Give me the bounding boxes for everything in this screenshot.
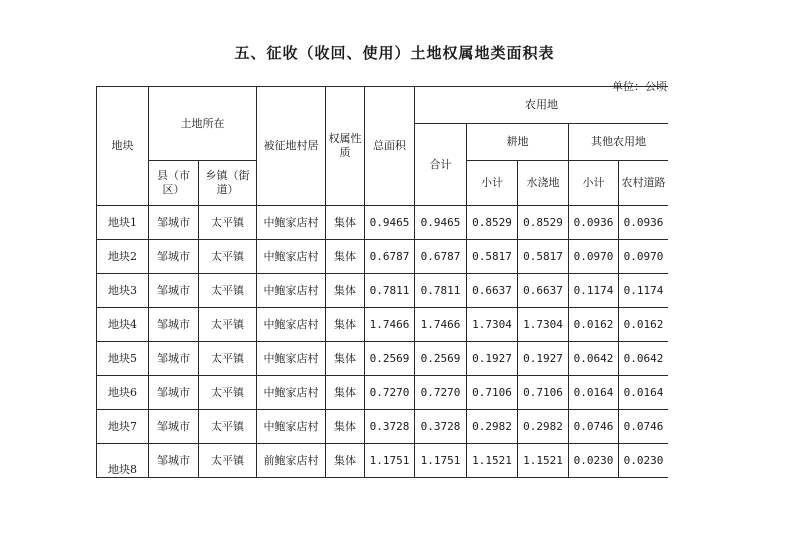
cell-county: 邹城市 (149, 206, 199, 240)
cell-cultivated-subtotal: 0.1927 (467, 342, 518, 376)
table-row (97, 240, 669, 274)
cell-ownership: 集体 (326, 240, 365, 274)
table-row (97, 308, 669, 342)
cell-irrigated: 0.1927 (518, 342, 569, 376)
cell-ownership: 集体 (326, 206, 365, 240)
cell-county: 邹城市 (149, 240, 199, 274)
cell-rural-road: 0.0230 (619, 444, 669, 478)
land-area-table-sheet (96, 86, 668, 486)
cell-irrigated: 0.6637 (518, 274, 569, 308)
cell-other-subtotal: 0.0746 (569, 410, 619, 444)
cell-other-subtotal: 0.0164 (569, 376, 619, 410)
cell-ownership: 集体 (326, 444, 365, 478)
header-village: 被征地村居 (257, 87, 326, 206)
cell-rural-road: 0.0164 (619, 376, 669, 410)
cell-agri-total: 0.3728 (415, 410, 467, 444)
cell-irrigated: 1.1521 (518, 444, 569, 478)
cell-irrigated: 1.7304 (518, 308, 569, 342)
cell-village: 中鲍家店村 (257, 410, 326, 444)
cell-parcel: 地块7 (97, 410, 149, 444)
cell-town: 太平镇 (199, 376, 257, 410)
cell-agri-total: 0.7270 (415, 376, 467, 410)
cell-town: 太平镇 (199, 342, 257, 376)
cell-town: 太平镇 (199, 444, 257, 478)
cell-total-area: 0.9465 (365, 206, 415, 240)
cell-agri-total: 0.6787 (415, 240, 467, 274)
cell-village: 中鲍家店村 (257, 376, 326, 410)
header-town: 乡镇（街道） (199, 161, 257, 206)
header-parcel: 地块 (97, 87, 149, 206)
header-county: 县（市区） (149, 161, 199, 206)
cell-town: 太平镇 (199, 206, 257, 240)
cell-ownership: 集体 (326, 376, 365, 410)
cell-rural-road: 0.0746 (619, 410, 669, 444)
cell-rural-road: 0.0970 (619, 240, 669, 274)
cell-cultivated-subtotal: 0.2982 (467, 410, 518, 444)
cell-rural-road: 0.0162 (619, 308, 669, 342)
cell-town: 太平镇 (199, 240, 257, 274)
cell-total-area: 0.7270 (365, 376, 415, 410)
cell-total-area: 0.3728 (365, 410, 415, 444)
header-agri-total: 合计 (415, 124, 467, 206)
cell-town: 太平镇 (199, 308, 257, 342)
cell-parcel: 地块8 (97, 444, 149, 478)
table-row (97, 274, 669, 308)
cell-county: 邹城市 (149, 376, 199, 410)
header-irrigated: 水浇地 (518, 161, 569, 206)
cell-agri-total: 0.7811 (415, 274, 467, 308)
cell-cultivated-subtotal: 0.6637 (467, 274, 518, 308)
cell-ownership: 集体 (326, 410, 365, 444)
cell-cultivated-subtotal: 0.8529 (467, 206, 518, 240)
cell-other-subtotal: 0.0970 (569, 240, 619, 274)
cell-irrigated: 0.2982 (518, 410, 569, 444)
cell-village: 中鲍家店村 (257, 342, 326, 376)
cell-parcel: 地块4 (97, 308, 149, 342)
cell-total-area: 0.2569 (365, 342, 415, 376)
cell-town: 太平镇 (199, 274, 257, 308)
cell-village: 前鲍家店村 (257, 444, 326, 478)
cell-agri-total: 0.2569 (415, 342, 467, 376)
header-location: 土地所在 (149, 87, 257, 161)
cell-other-subtotal: 0.0230 (569, 444, 619, 478)
cell-ownership: 集体 (326, 308, 365, 342)
header-cultivated: 耕地 (467, 124, 569, 161)
cell-parcel: 地块5 (97, 342, 149, 376)
cell-rural-road: 0.0642 (619, 342, 669, 376)
header-other-subtotal: 小计 (569, 161, 619, 206)
cell-cultivated-subtotal: 0.5817 (467, 240, 518, 274)
cell-village: 中鲍家店村 (257, 240, 326, 274)
cell-irrigated: 0.7106 (518, 376, 569, 410)
cell-town: 太平镇 (199, 410, 257, 444)
header-ownership: 权属性质 (326, 87, 365, 206)
cell-cultivated-subtotal: 0.7106 (467, 376, 518, 410)
table-row (97, 410, 669, 444)
cell-other-subtotal: 0.0642 (569, 342, 619, 376)
cell-other-subtotal: 0.0936 (569, 206, 619, 240)
cell-rural-road: 0.0936 (619, 206, 669, 240)
table-title: 五、征收（收回、使用）土地权属地类面积表 (234, 44, 555, 62)
cell-parcel: 地块1 (97, 206, 149, 240)
cell-parcel: 地块6 (97, 376, 149, 410)
cell-agri-total: 1.7466 (415, 308, 467, 342)
cell-irrigated: 0.8529 (518, 206, 569, 240)
cell-other-subtotal: 0.1174 (569, 274, 619, 308)
unit-label: 单位：公顷 (612, 80, 667, 93)
cell-county: 邹城市 (149, 274, 199, 308)
cell-county: 邹城市 (149, 444, 199, 478)
header-cultivated-subtotal: 小计 (467, 161, 518, 206)
cell-agri-total: 1.1751 (415, 444, 467, 478)
cell-ownership: 集体 (326, 274, 365, 308)
table-row (97, 206, 669, 240)
cell-parcel: 地块3 (97, 274, 149, 308)
header-other-agri: 其他农用地 (569, 124, 669, 161)
cell-county: 邹城市 (149, 308, 199, 342)
cell-rural-road: 0.1174 (619, 274, 669, 308)
cell-agri-total: 0.9465 (415, 206, 467, 240)
cell-village: 中鲍家店村 (257, 206, 326, 240)
cell-total-area: 1.1751 (365, 444, 415, 478)
table-row (97, 376, 669, 410)
header-agricultural-land: 农用地 (415, 87, 669, 124)
cell-total-area: 0.6787 (365, 240, 415, 274)
table-row (97, 444, 669, 478)
cell-cultivated-subtotal: 1.7304 (467, 308, 518, 342)
cell-county: 邹城市 (149, 410, 199, 444)
cell-parcel: 地块2 (97, 240, 149, 274)
land-area-table (96, 86, 668, 478)
header-rural-road: 农村道路 (619, 161, 669, 206)
cell-total-area: 1.7466 (365, 308, 415, 342)
header-total-area: 总面积 (365, 87, 415, 206)
table-row (97, 342, 669, 376)
cell-village: 中鲍家店村 (257, 308, 326, 342)
cell-county: 邹城市 (149, 342, 199, 376)
cell-cultivated-subtotal: 1.1521 (467, 444, 518, 478)
cell-village: 中鲍家店村 (257, 274, 326, 308)
cell-total-area: 0.7811 (365, 274, 415, 308)
cell-ownership: 集体 (326, 342, 365, 376)
cell-irrigated: 0.5817 (518, 240, 569, 274)
cell-other-subtotal: 0.0162 (569, 308, 619, 342)
